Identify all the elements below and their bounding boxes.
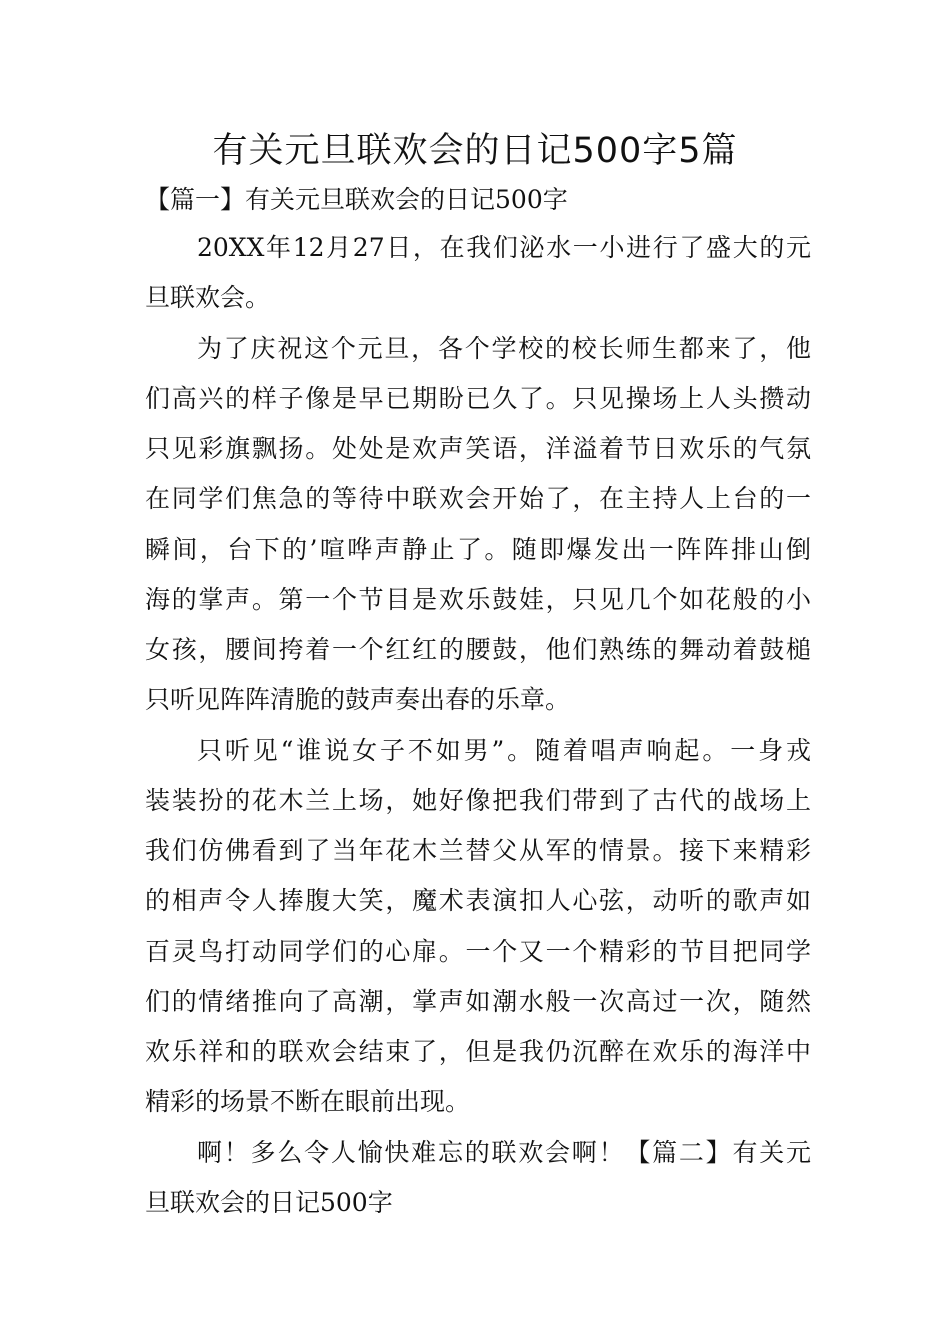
text-line: 旦联欢会。 <box>145 283 271 312</box>
text-line: 旦联欢会的日记500字 <box>145 1188 393 1217</box>
text-line: 啊！多么令人愉快难忘的联欢会啊！【篇二】有关元 <box>197 1138 811 1167</box>
text-line: 20XX年12月27日，在我们泌水一小进行了盛大的元 <box>197 233 811 262</box>
text-line: 们的情绪推向了高潮，掌声如潮水般一次高过一次，随然 <box>145 987 811 1016</box>
text-line: 瞬间，台下的’喧哗声静止了。随即爆发出一阵阵排山倒 <box>145 535 811 564</box>
text-line: 只见彩旗飘扬。处处是欢声笑语，洋溢着节日欢乐的气氛 <box>145 434 811 463</box>
text-line: 只听见“谁说女子不如男”。随着唱声响起。一身戎 <box>197 736 811 765</box>
text-line: 欢乐祥和的联欢会结束了，但是我仍沉醉在欢乐的海洋中 <box>145 1037 811 1066</box>
text-line: 百灵鸟打动同学们的心扉。一个又一个精彩的节目把同学 <box>145 937 811 966</box>
text-line: 们高兴的样子像是早已期盼已久了。只见操场上人头攒动 <box>145 384 811 413</box>
text-line: 的相声令人捧腹大笑，魔术表演扣人心弦，动听的歌声如 <box>145 886 811 915</box>
document-title: 有关元旦联欢会的日记500字5篇 <box>212 131 738 171</box>
text-line: 只听见阵阵清脆的鼓声奏出春的乐章。 <box>145 685 571 714</box>
text-line: 为了庆祝这个元旦，各个学校的校长师生都来了，他 <box>197 334 811 363</box>
text-line: 装装扮的花木兰上场，她好像把我们带到了古代的战场上 <box>145 786 811 815</box>
section-heading: 【篇一】有关元旦联欢会的日记500字 <box>145 185 568 214</box>
text-line: 女孩，腰间挎着一个红红的腰鼓，他们熟练的舞动着鼓槌 <box>145 635 811 664</box>
text-line: 我们仿佛看到了当年花木兰替父从军的情景。接下来精彩 <box>145 836 811 865</box>
text-line: 精彩的场景不断在眼前出现。 <box>145 1087 471 1116</box>
text-line: 在同学们焦急的等待中联欢会开始了，在主持人上台的一 <box>145 484 811 513</box>
text-line: 海的掌声。第一个节目是欢乐鼓娃，只见几个如花般的小 <box>145 585 811 614</box>
